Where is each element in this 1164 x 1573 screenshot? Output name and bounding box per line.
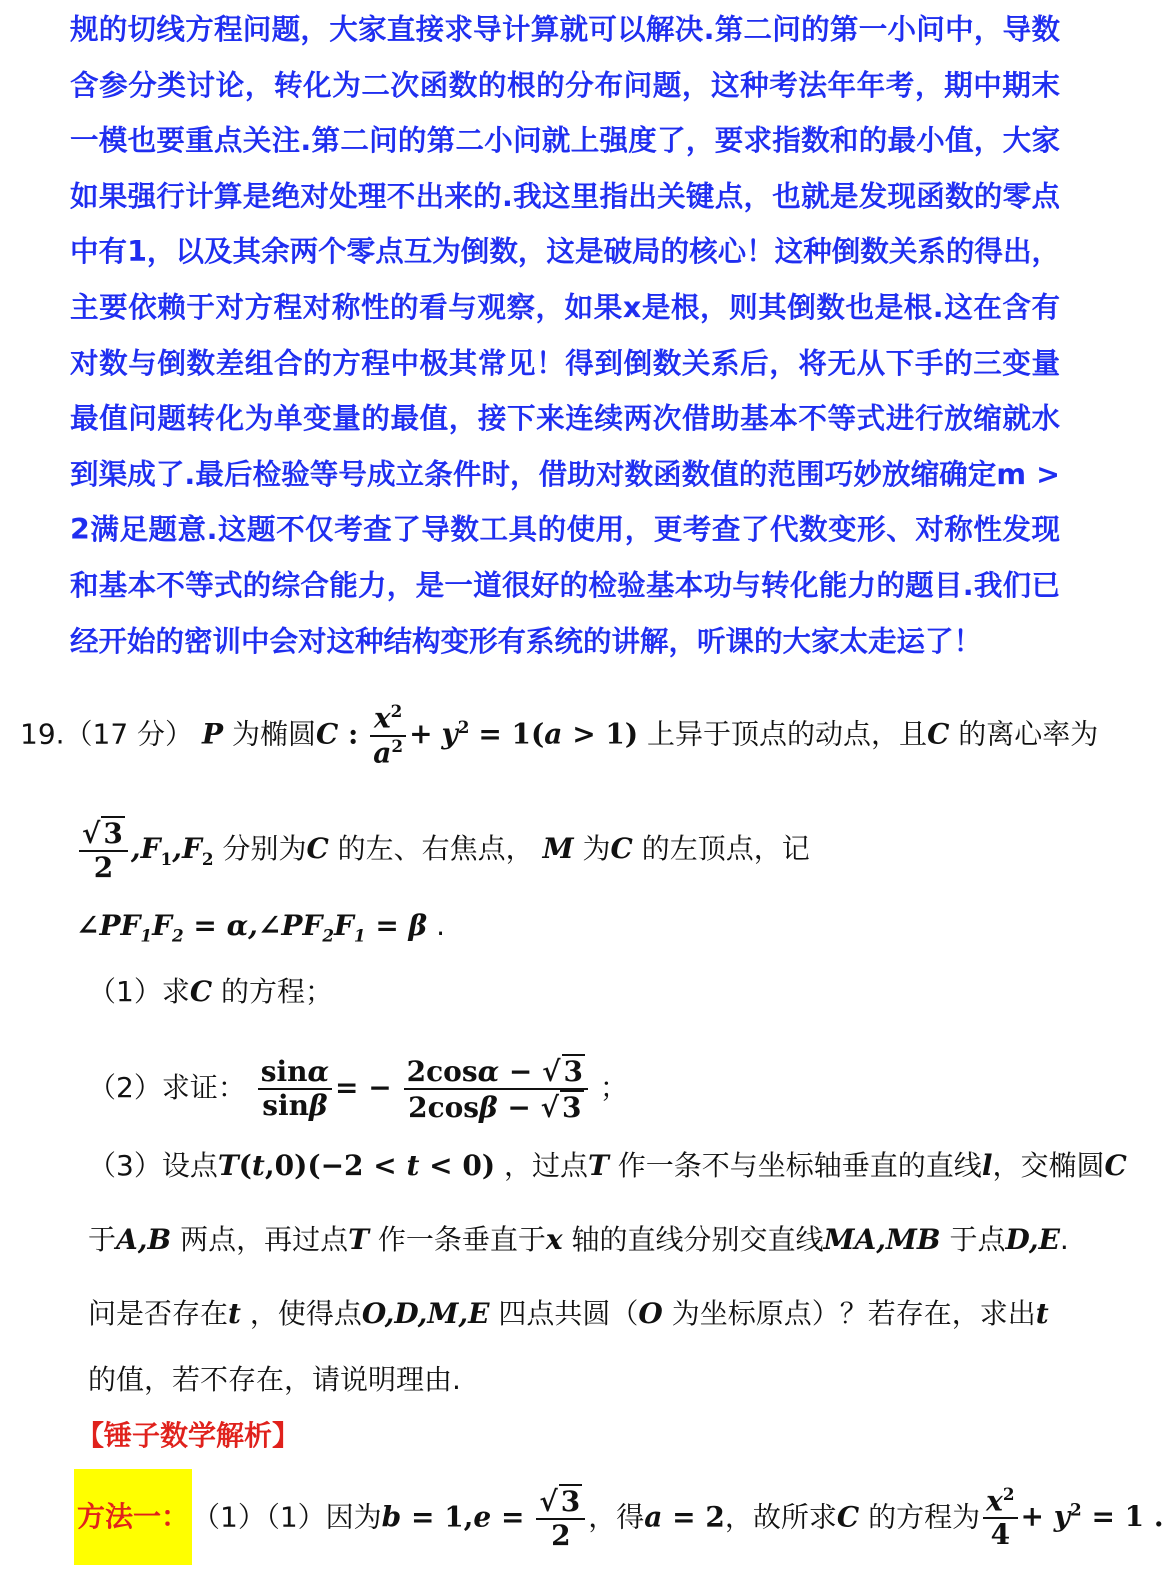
- problem-text: 为坐标原点）？若存在，求出: [671, 1297, 1036, 1330]
- part-3-label: （3）设点: [88, 1149, 218, 1182]
- problem-text: ，过点: [504, 1149, 589, 1182]
- problem-text: 四点共圆（: [498, 1297, 639, 1330]
- problem-text: 的离心率为: [958, 717, 1099, 751]
- problem-text: 的值，若不存在，请说明理由.: [88, 1363, 461, 1396]
- method-label-badge: 方法一：: [74, 1469, 192, 1565]
- problem-text: 的左、右焦点，: [337, 832, 534, 866]
- commentary-line: 规的切线方程问题，大家直接求导计算就可以解决.第二问的第一小问中，导数: [70, 13, 1060, 46]
- sine-ratio-fraction: $\frac{\sin\alpha}{\sin\beta}$: [258, 1056, 332, 1122]
- commentary-line: 和基本不等式的综合能力，是一道很好的检验基本功与转化能力的题目.我们已: [70, 568, 1060, 602]
- problem-text: ，使得点: [249, 1297, 362, 1330]
- ellipse-fraction: $\frac{x^2}{a^2}$: [370, 702, 406, 769]
- part-1-line: （1）求C 的方程；: [88, 975, 334, 1008]
- part-3-line-1: （3）设点T(t,0)(−2 < t < 0) ，过点T 作一条不与坐标轴垂直的直线l，交椭圆C: [88, 1149, 1127, 1182]
- eccentricity-fraction: $\frac{√ 3}{2}$: [79, 816, 128, 884]
- problem-text: 作一条垂直于: [377, 1223, 546, 1256]
- method-1-line: 方法一： （1）（1）因为b = 1,e = $\frac{√ 3}{2}$ ，得a = 2，故所求C 的方程为 $\frac{x^2}{4}$ + $y^2 = 1$ .: [74, 1462, 1164, 1565]
- part-3-line-4: [88, 1360, 461, 1400]
- part-2-line: （2）求证： $\frac{\sin\alpha}{\sin\beta}$ = − $\frac{2\cos\alpha - √ 3}{2\cos\beta - √ 3}$ ；: [88, 1055, 628, 1125]
- solution-text: （1）（1）因为: [192, 1500, 382, 1534]
- solution-text: ，故所求: [724, 1500, 837, 1534]
- commentary-line: 经开始的密训中会对这种结构变形有系统的讲解，听课的大家太走运了！: [70, 624, 983, 658]
- commentary-line: 2满足题意.这题不仅考查了导数工具的使用，更考查了代数变形、对称性发现: [70, 513, 1060, 547]
- problem-score: （17 分）: [64, 717, 194, 751]
- problem-header-line: 19.（17 分） P 为椭圆C : $\frac{x^2}{a^2}$ + $y^2 = 1(a > 1)$ 上异于顶点的动点，且C 的离心率为: [20, 701, 1099, 769]
- commentary-line: 含参分类讨论，转化为二次函数的根的分布问题，这种考法年年考，期中期末: [70, 68, 1060, 102]
- solution-text: 的方程为: [868, 1500, 981, 1534]
- part-3-line-3: 问是否存在t ，使得点O,D,M,E 四点共圆（O 为坐标原点）？若存在，求出t: [88, 1297, 1049, 1330]
- ellipse-equation-fraction: $\frac{x^2}{4}$: [983, 1485, 1017, 1552]
- solution-text: ，得: [588, 1500, 645, 1534]
- problem-text: 两点，再过点: [180, 1223, 349, 1256]
- problem-text: 的左顶点，记: [641, 832, 810, 866]
- part-2-label: （2）求证：: [88, 1071, 246, 1105]
- problem-text: 为: [582, 832, 611, 866]
- commentary-line: 最值问题转化为单变量的最值，接下来连续两次借助基本不等式进行放缩就水: [70, 402, 1060, 436]
- part-1-label: （1）求: [88, 975, 190, 1008]
- problem-text: 轴的直线分别交直线: [571, 1223, 824, 1256]
- problem-text: ，交椭圆: [992, 1149, 1105, 1182]
- problem-number: 19.: [20, 717, 65, 751]
- commentary-line: 中有1，以及其余两个零点互为倒数，这是破局的核心！这种倒数关系的得出，: [70, 235, 1060, 269]
- problem-text: 上异于顶点的动点，且: [647, 717, 928, 751]
- problem-text: 问是否存在: [88, 1297, 229, 1330]
- commentary-line: 对数与倒数差组合的方程中极其常见！得到倒数关系后，将无从下手的三变量: [70, 346, 1060, 380]
- problem-text: 分别为: [222, 832, 307, 866]
- cosine-ratio-fraction: $\frac{2\cos\alpha - √ 3}{2\cos\beta - √ 3}$: [404, 1054, 588, 1124]
- commentary-line: 一模也要重点关注.第二问的第二小问就上强度了，要求指数和的最小值，大家: [70, 124, 1060, 158]
- commentary-paragraph: [70, 2, 1060, 669]
- problem-text: 于: [88, 1223, 117, 1256]
- problem-text: 作一条不与坐标轴垂直的直线: [617, 1149, 982, 1182]
- eccentricity-value-fraction: $\frac{√ 3}{2}$: [536, 1484, 585, 1552]
- commentary-line: 主要依赖于对方程对称性的看与观察，如果x是根，则其倒数也是根.这在含有: [70, 290, 1060, 324]
- part-1-text: 的方程；: [221, 975, 334, 1008]
- part-3-line-2: 于A,B 两点，再过点T 作一条垂直于x 轴的直线分别交直线MA,MB 于点D,E.: [88, 1223, 1069, 1256]
- commentary-line: 如果强行计算是绝对处理不出来的.我这里指出关键点，也就是发现函数的零点: [70, 179, 1060, 213]
- analysis-heading: 【锤子数学解析】: [76, 1419, 301, 1452]
- problem-line-2: $\frac{√ 3}{2}$ $,F_1,F_2$ 分别为C 的左、右焦点， M 为C 的左顶点，记: [76, 816, 810, 884]
- commentary-line: 到渠成了.最后检验等号成立条件时，借助对数函数值的范围巧妙放缩确定m >: [70, 457, 1060, 491]
- problem-text: 为椭圆: [231, 717, 316, 751]
- problem-text: 于点: [949, 1223, 1006, 1256]
- angle-definition-line: $\angle PF_1F_2$ = $\alpha,\angle PF_2F_1 = \beta$ .: [76, 909, 445, 946]
